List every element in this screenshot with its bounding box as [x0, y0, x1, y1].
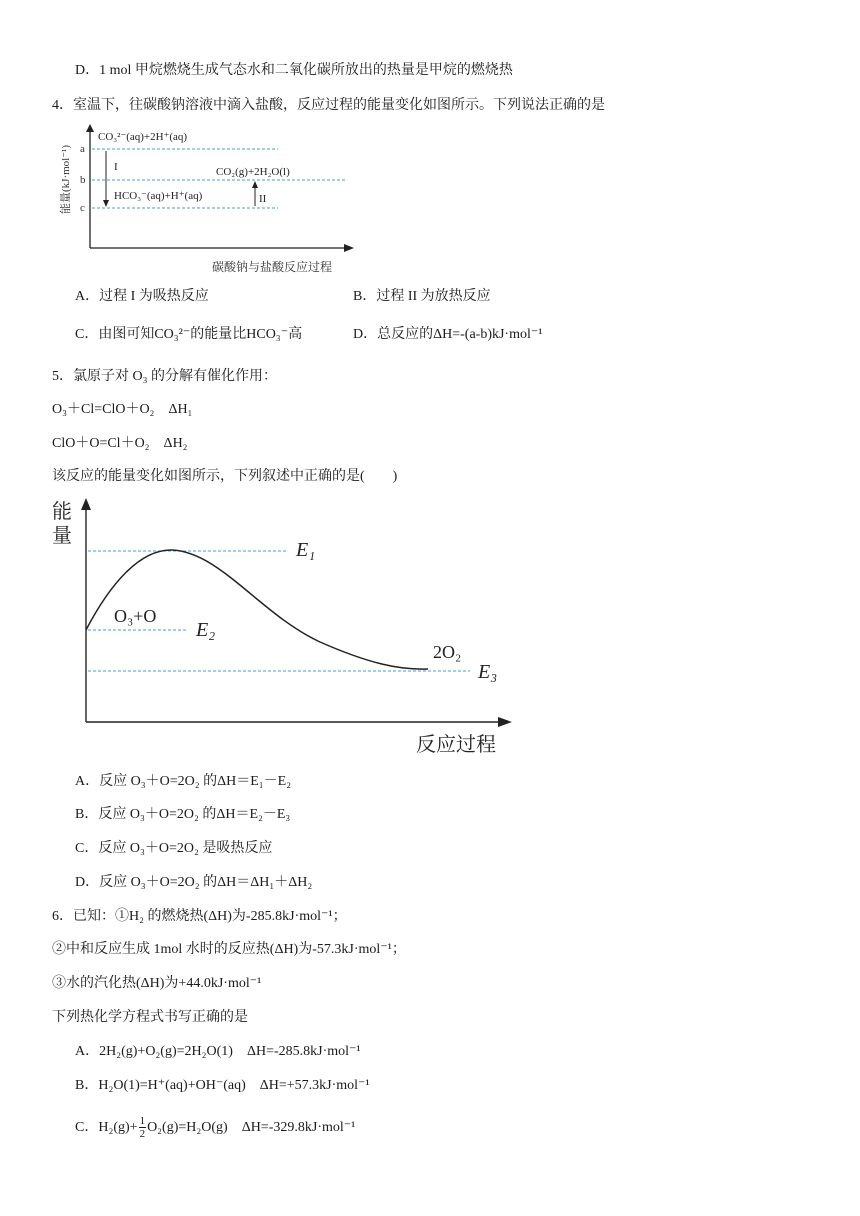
q4-level-a: a	[80, 143, 85, 155]
q3-option-d: D．1 mol 甲烷燃烧生成气态水和二氧化碳所放出的热量是甲烷的燃烧热	[75, 63, 513, 78]
q5-product-label: 2O₂	[433, 642, 462, 662]
q5-equation-1: O₃＋Cl=ClO＋O₂ ΔH₁	[52, 402, 193, 417]
q4-level-c: c	[80, 202, 85, 214]
q4-process-i-label: I	[114, 161, 118, 173]
q4-option-c: C．由图可知CO₃²⁻的能量比HCO₃⁻高	[75, 327, 303, 342]
q4-stem: 4．室温下，往碳酸钠溶液中滴入盐酸，反应过程的能量变化如图所示。下列说法正确的是	[52, 98, 605, 113]
q5-equation-2: ClO＋O=Cl＋O₂ ΔH₂	[52, 436, 188, 451]
q4-option-d: D．总反应的ΔH=-(a-b)kJ·mol⁻¹	[353, 327, 543, 342]
q5-option-b: B．反应 O₃＋O=2O₂ 的ΔH＝E₂－E₃	[75, 807, 291, 822]
q5-y-axis-arrow	[81, 498, 91, 510]
q5-y-label-1: 能	[52, 501, 72, 523]
q5-e2-label: E₂	[196, 619, 216, 641]
q5-e3-label: E₃	[478, 661, 498, 683]
q6-option-c-fraction-denominator: 2	[139, 1128, 146, 1141]
q6-question: 下列热化学方程式书写正确的是	[52, 1010, 248, 1025]
q4-process-ii-label: II	[259, 193, 267, 205]
q4-species-c: HCO₃⁻(aq)+H⁺(aq)	[114, 190, 203, 202]
q5-e1-label: E₁	[296, 539, 316, 561]
q6-option-c-prefix: C．H₂(g)+	[75, 1120, 138, 1135]
q4-y-axis-arrow	[86, 124, 94, 132]
q5-stem: 5．氯原子对 O₃ 的分解有催化作用：	[52, 369, 277, 384]
q5-option-a: A．反应 O₃＋O=2O₂ 的ΔH＝E₁－E₂	[75, 774, 292, 789]
q4-option-b: B．过程 II 为放热反应	[353, 289, 491, 304]
q6-option-a: A．2H₂(g)+O₂(g)=2H₂O(1) ΔH=-285.8kJ·mol⁻¹	[75, 1044, 361, 1059]
q4-x-axis-arrow	[344, 244, 354, 252]
q5-y-label-2: 量	[52, 525, 72, 547]
q5-option-d: D．反应 O₃＋O=2O₂ 的ΔH＝ΔH₁＋ΔH₂	[75, 875, 313, 890]
q6-item-3: ③水的汽化热(ΔH)为+44.0kJ·mol⁻¹	[52, 976, 262, 991]
q5-question: 该反应的能量变化如图所示，下列叙述中正确的是( )	[52, 469, 398, 484]
q5-x-label: 反应过程	[416, 734, 496, 756]
q6-option-b: B．H₂O(1)=H⁺(aq)+OH⁻(aq) ΔH=+57.3kJ·mol⁻¹	[75, 1078, 370, 1093]
q4-species-a: CO₃²⁻(aq)+2H⁺(aq)	[98, 131, 188, 143]
q4-y-label: 能量(kJ·mol⁻¹)	[60, 145, 72, 214]
q6-item-2: ②中和反应生成 1mol 水时的反应热(ΔH)为-57.3kJ·mol⁻¹；	[52, 942, 406, 957]
q6-option-c-suffix: O₂(g)=H₂O(g) ΔH=-329.8kJ·mol⁻¹	[147, 1120, 356, 1135]
q5-reactant-label: O₃+O	[114, 606, 157, 626]
q5-energy-diagram	[50, 494, 520, 760]
q4-x-label: 碳酸钠与盐酸反应过程	[212, 260, 333, 274]
q6-option-c-fraction	[139, 1115, 147, 1140]
q4-energy-diagram	[56, 122, 366, 278]
q5-option-c: C．反应 O₃＋O=2O₂ 是吸热反应	[75, 841, 273, 856]
q6-option-c-fraction-numerator: 1	[139, 1115, 146, 1128]
q6-stem: 6．已知：①H₂ 的燃烧热(ΔH)为-285.8kJ·mol⁻¹；	[52, 909, 347, 924]
q4-level-b: b	[80, 174, 86, 186]
q4-option-a: A．过程 I 为吸热反应	[75, 289, 209, 304]
q4-species-b: CO₂(g)+2H₂O(l)	[216, 166, 290, 178]
q6-option-c	[75, 1114, 355, 1142]
q5-x-axis-arrow	[498, 717, 512, 727]
